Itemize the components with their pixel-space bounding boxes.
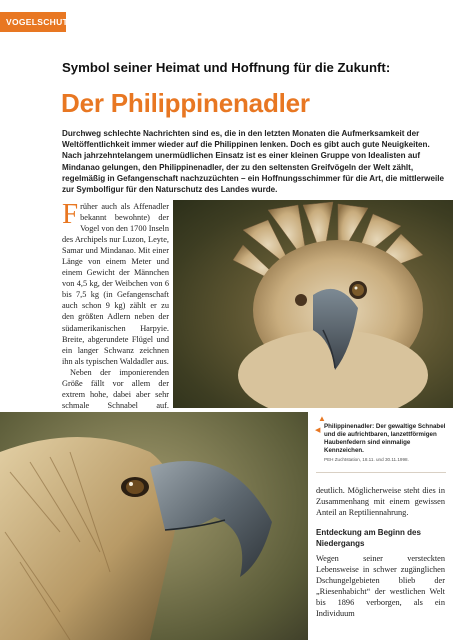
dropcap: F <box>62 198 79 230</box>
caption-text: Philippinenadler: Der gewaltige Schnabel und die aufrichtbaren, lanzettförmigen Haubenfedern sind einmalige Kennzeichen. <box>324 423 446 455</box>
article-headline: Der Philippinenadler <box>61 88 310 118</box>
body-column-right <box>316 485 445 619</box>
eagle-photo-top <box>173 200 453 408</box>
article-kicker: Symbol seiner Heimat und Hoffnung für die Zukunft: <box>62 60 391 75</box>
caption-credit: PEH Zuchtstation, 18.11. und 30.11.1998. <box>324 457 409 463</box>
right-paragraph-2: Wegen seiner versteckten Lebensweise in schwer zugänglichen Dschungelgebieten blieb der „Riesenhabicht“ der westlichen Welt bis 1896 verborgen, als ein Individuum <box>316 554 445 619</box>
body-paragraph-1 <box>62 198 169 367</box>
section-subhead: Entdeckung am Beginn des Niedergangs <box>316 528 421 548</box>
article-lead: Durchweg schlechte Nachrichten sind es, die in den letzten Monaten die Aufmerksamkeit der Weltöffentlichkeit immer wieder auf die Philippinen lenken. Doch es gibt auch gute Neuigkeiten. Nach jahrzehntelangem unermüdlichen Einsatz ist es einer kleinen Gruppe von Idealisten auf Mindanao gelungen, den Philippinenadler, der zu den seltensten Greifvögeln der Welt zählt, regelmäßig in Gefangenschaft nachzuzüchten – ein Hoffnungsschimmer für die Art, die mittlerweile zur Symbolfigur für den Naturschutz des Landes wurde. <box>62 129 444 195</box>
eagle-profile-illustration <box>0 412 308 640</box>
caption-divider <box>316 472 446 473</box>
eagle-crest-illustration <box>173 200 453 408</box>
caption-arrow-up-icon: ▲ <box>318 414 326 423</box>
body-text-1: rüher auch als Affenadler bekannt bewohnte) der Vogel von den 1700 Inseln des Archipels nur Luzon, Leyte, Samar und Mindanao. Mit einer Länge von einem Meter und einem Gewicht der Männchen von 4,5 kg, der Weibchen von 6 bis 7,5 kg (in Gefangenschaft auch schon 9 kg) zählt er zu den größten Adlern neben der südamerikanischen Harpyie. Breite, abgerundete Flügel und ein langer Schwanz zeichnen ihn als typischen Waldadler aus. <box>62 202 169 366</box>
right-paragraph-1: deutlich. Möglicherweise steht dies in Zusammenhang mit einem gewissen Anteil an Reptiliennahrung. <box>316 486 445 518</box>
photo-caption <box>316 415 446 462</box>
eagle-photo-bottom <box>0 412 308 640</box>
caption-arrow-left-icon: ◀ <box>315 427 321 434</box>
section-rubric: VOGELSCHUTZ <box>0 12 66 32</box>
body-text-2a: Neben der imponierenden Größe fällt vor allem der extrem hohe, dabei aber sehr schmale Schnabel auf. <box>62 367 169 410</box>
